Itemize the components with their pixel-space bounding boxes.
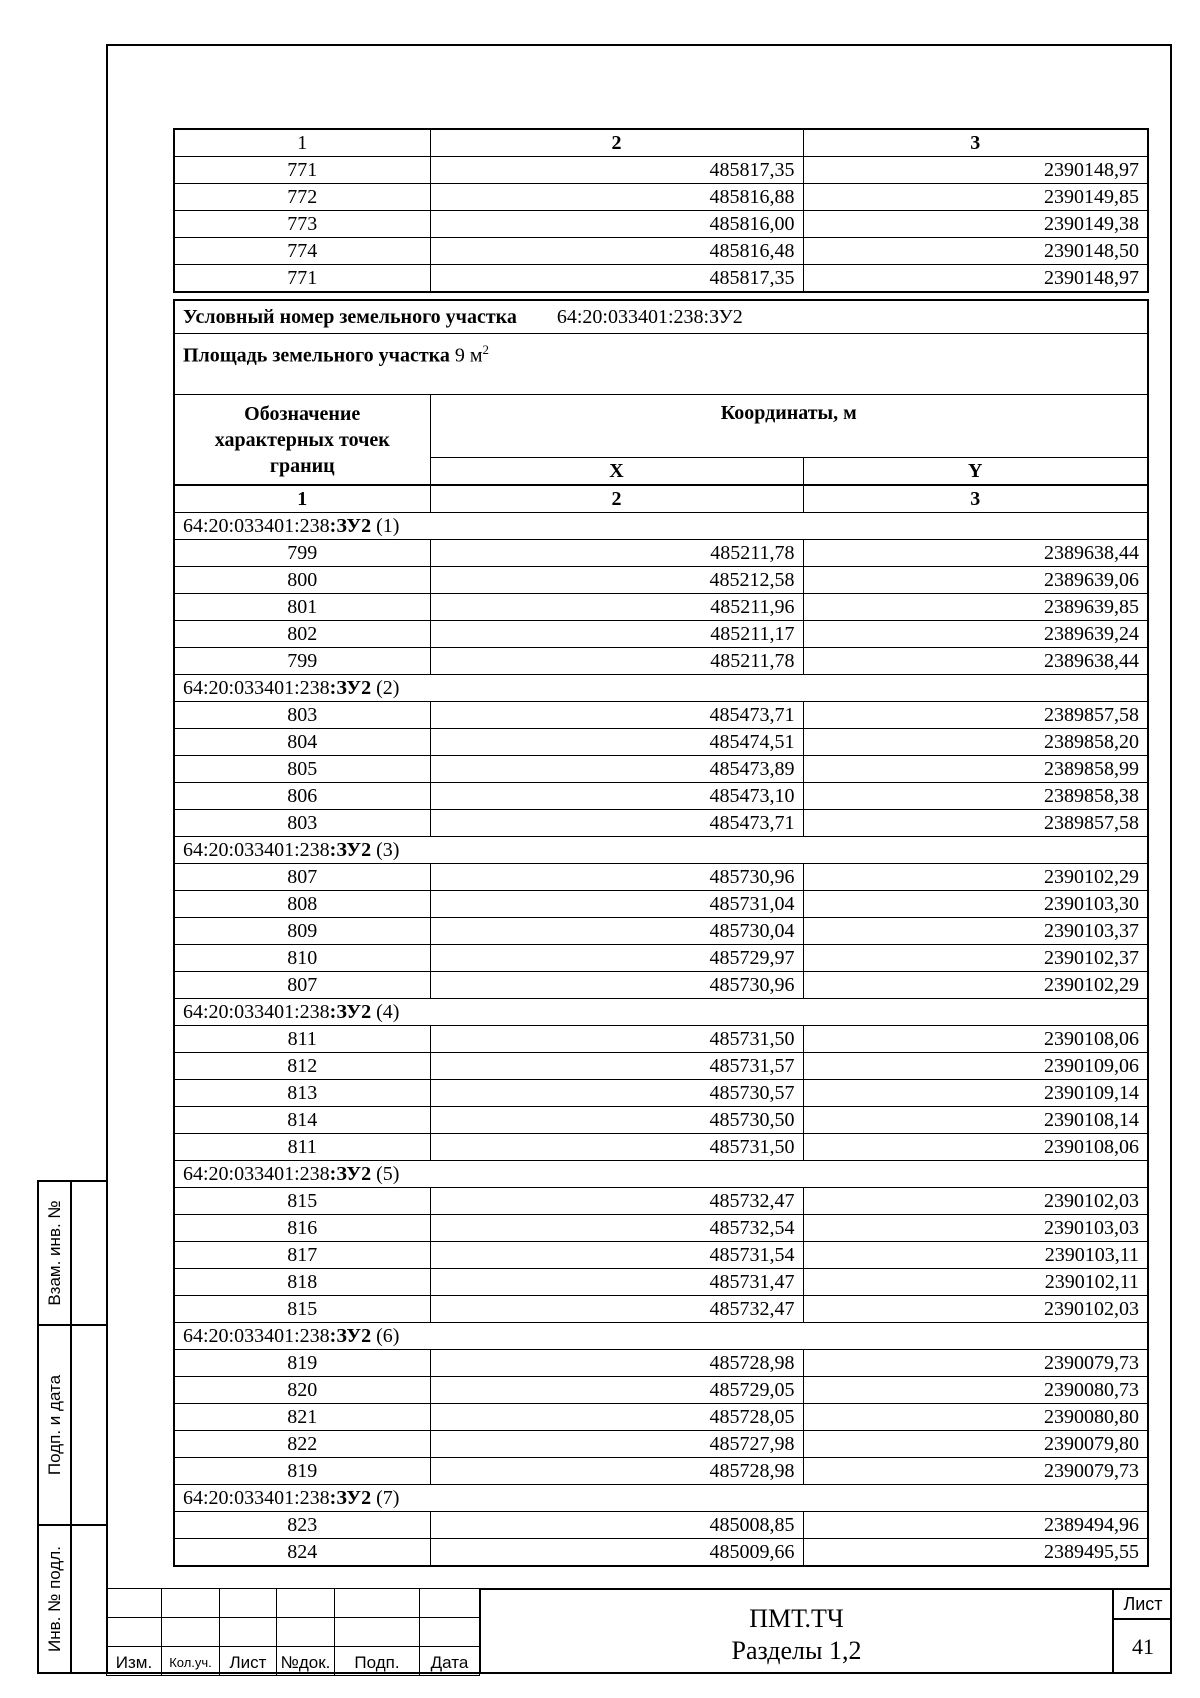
coord-x: 485729,05 (430, 1377, 803, 1404)
coord-y: 2390103,03 (803, 1215, 1148, 1242)
coord-x: 485816,48 (430, 238, 803, 265)
point-id: 800 (174, 567, 430, 594)
sheet-label: Лист (1114, 1590, 1172, 1620)
contour-code: :ЗУ2 (329, 839, 372, 861)
title-block (106, 1588, 1172, 1674)
table-row (174, 621, 1148, 648)
contour-label (174, 1161, 1148, 1188)
table-row (174, 810, 1148, 837)
point-id: 799 (174, 648, 430, 675)
contour-code: :ЗУ2 (329, 1325, 372, 1347)
col-number-3: 3 (803, 485, 1148, 513)
coord-y: 2390102,11 (803, 1269, 1148, 1296)
coord-x: 485816,88 (430, 184, 803, 211)
table-row (174, 1269, 1148, 1296)
coord-x: 485009,66 (430, 1539, 803, 1567)
coord-y: 2390108,06 (803, 1026, 1148, 1053)
col-number-1: 1 (174, 129, 430, 157)
point-id: 824 (174, 1539, 430, 1567)
coord-x: 485731,47 (430, 1269, 803, 1296)
coord-x: 485730,96 (430, 972, 803, 999)
contour-header-row (174, 1161, 1148, 1188)
coord-x: 485816,00 (430, 211, 803, 238)
coord-y: 2389858,38 (803, 783, 1148, 810)
table-row (174, 891, 1148, 918)
point-id: 806 (174, 783, 430, 810)
coord-y: 2390109,14 (803, 1080, 1148, 1107)
contour-label (174, 513, 1148, 540)
contour-index: (2) (371, 677, 400, 699)
table-row (174, 1512, 1148, 1539)
coord-y: 2390148,50 (803, 238, 1148, 265)
contour-prefix: 64:20:033401:238 (183, 839, 330, 861)
coord-x: 485008,85 (430, 1512, 803, 1539)
table-row (174, 1431, 1148, 1458)
coord-y: 2390103,11 (803, 1242, 1148, 1269)
contour-prefix: 64:20:033401:238 (183, 1163, 330, 1185)
coord-x: 485730,50 (430, 1107, 803, 1134)
contour-index: (6) (371, 1325, 400, 1347)
point-id: 771 (174, 265, 430, 293)
coord-x: 485474,51 (430, 729, 803, 756)
coord-y: 2390079,73 (803, 1458, 1148, 1485)
point-id: 805 (174, 756, 430, 783)
coord-y: 2390108,14 (803, 1107, 1148, 1134)
point-id: 815 (174, 1188, 430, 1215)
point-id: 812 (174, 1053, 430, 1080)
coord-y: 2390108,06 (803, 1134, 1148, 1161)
coord-y: 2389857,58 (803, 810, 1148, 837)
table-row (174, 702, 1148, 729)
coord-y: 2389495,55 (803, 1539, 1148, 1567)
point-id: 819 (174, 1350, 430, 1377)
point-id: 820 (174, 1377, 430, 1404)
point-id: 814 (174, 1107, 430, 1134)
point-id: 815 (174, 1296, 430, 1323)
point-id: 772 (174, 184, 430, 211)
coord-y: 2390148,97 (803, 265, 1148, 293)
table-row (174, 1377, 1148, 1404)
contour-header-row (174, 1485, 1148, 1512)
side-label-inv-sign: Инв. № подл. (44, 1546, 64, 1652)
contour-code: :ЗУ2 (329, 1163, 372, 1185)
coord-x: 485728,98 (430, 1350, 803, 1377)
coord-y: 2390109,06 (803, 1053, 1148, 1080)
coord-y: 2390079,80 (803, 1431, 1148, 1458)
document-title: Разделы 1,2 (731, 1636, 862, 1665)
point-id: 803 (174, 702, 430, 729)
point-id: 821 (174, 1404, 430, 1431)
coord-x: 485730,04 (430, 918, 803, 945)
coord-x: 485473,89 (430, 756, 803, 783)
contour-code: :ЗУ2 (329, 677, 372, 699)
title-block-col-2: Лист (220, 1647, 277, 1676)
contour-index: (5) (371, 1163, 400, 1185)
coord-x: 485727,98 (430, 1431, 803, 1458)
contour-index: (3) (371, 839, 400, 861)
coord-y: 2390079,73 (803, 1350, 1148, 1377)
table-row (174, 756, 1148, 783)
table-row (174, 265, 1148, 293)
table-row (174, 1296, 1148, 1323)
continuation-table (173, 128, 1149, 293)
contour-header-row (174, 999, 1148, 1026)
coord-y: 2390102,03 (803, 1188, 1148, 1215)
table-row (174, 1188, 1148, 1215)
contour-index: (1) (371, 515, 400, 537)
coord-x: 485211,78 (430, 648, 803, 675)
contour-prefix: 64:20:033401:238 (183, 515, 330, 537)
coord-y: 2389639,24 (803, 621, 1148, 648)
table-row (174, 1026, 1148, 1053)
coord-y: 2390102,29 (803, 972, 1148, 999)
contour-label (174, 1323, 1148, 1350)
contour-label (174, 675, 1148, 702)
document-code: ПМТ.ТЧ (749, 1604, 844, 1633)
coord-y: 2390149,85 (803, 184, 1148, 211)
coord-x: 485211,78 (430, 540, 803, 567)
column-number-row (174, 485, 1148, 513)
point-id: 818 (174, 1269, 430, 1296)
coord-y: 2389857,58 (803, 702, 1148, 729)
point-id: 811 (174, 1134, 430, 1161)
parcel-area-value: 9 м (454, 344, 483, 367)
side-label-replace-inv: Взам. инв. № (44, 1200, 64, 1306)
coord-x: 485732,54 (430, 1215, 803, 1242)
table-row (174, 1215, 1148, 1242)
title-block-col-0: Изм. (107, 1647, 162, 1676)
title-block-col-1: Кол.уч. (162, 1647, 220, 1676)
table-row (174, 1539, 1148, 1567)
sheet-cell (1112, 1588, 1172, 1674)
col-x-header: X (430, 458, 803, 486)
contour-prefix: 64:20:033401:238 (183, 1001, 330, 1023)
point-id: 809 (174, 918, 430, 945)
point-id: 774 (174, 238, 430, 265)
table-row (174, 1080, 1148, 1107)
contour-label (174, 1485, 1148, 1512)
coord-x: 485732,47 (430, 1296, 803, 1323)
coord-y: 2390102,29 (803, 864, 1148, 891)
coord-y: 2390102,37 (803, 945, 1148, 972)
side-cell-replace-inv (37, 1180, 108, 1326)
table-row (174, 864, 1148, 891)
parcel-area-row (174, 334, 1148, 395)
coord-x: 485731,50 (430, 1134, 803, 1161)
col-number-3: 3 (803, 129, 1148, 157)
title-block-col-4: Подп. (335, 1647, 420, 1676)
table-row (174, 1350, 1148, 1377)
contour-index: (4) (371, 1001, 400, 1023)
contour-code: :ЗУ2 (329, 1487, 372, 1509)
coord-x: 485473,10 (430, 783, 803, 810)
coord-y: 2390080,73 (803, 1377, 1148, 1404)
coord-x: 485473,71 (430, 702, 803, 729)
contour-prefix: 64:20:033401:238 (183, 1325, 330, 1347)
point-id: 803 (174, 810, 430, 837)
contour-header-row (174, 837, 1148, 864)
table-row (174, 729, 1148, 756)
table-row (174, 594, 1148, 621)
table-row (174, 648, 1148, 675)
point-id: 771 (174, 157, 430, 184)
point-id: 813 (174, 1080, 430, 1107)
title-block-columns (107, 1647, 480, 1676)
coord-x: 485731,04 (430, 891, 803, 918)
point-id: 802 (174, 621, 430, 648)
title-block-grid (106, 1588, 479, 1674)
point-id: 819 (174, 1458, 430, 1485)
coord-x: 485473,71 (430, 810, 803, 837)
column-number-row (174, 129, 1148, 157)
coord-y: 2390149,38 (803, 211, 1148, 238)
coord-x: 485731,57 (430, 1053, 803, 1080)
coord-y: 2390080,80 (803, 1404, 1148, 1431)
title-block-center (479, 1588, 1112, 1674)
title-block-col-3: №док. (277, 1647, 335, 1676)
coord-x: 485730,57 (430, 1080, 803, 1107)
point-id: 817 (174, 1242, 430, 1269)
col-coords-header: Координаты, м (430, 395, 1148, 458)
col-number-2: 2 (430, 129, 803, 157)
side-strip (37, 1180, 108, 1674)
coord-x: 485212,58 (430, 567, 803, 594)
contour-label (174, 999, 1148, 1026)
header-row-1 (174, 395, 1148, 458)
coord-x: 485817,35 (430, 157, 803, 184)
contour-header-row (174, 675, 1148, 702)
point-id: 773 (174, 211, 430, 238)
coord-y: 2389638,44 (803, 540, 1148, 567)
coord-y: 2390148,97 (803, 157, 1148, 184)
table-row (174, 238, 1148, 265)
coord-x: 485731,50 (430, 1026, 803, 1053)
point-id: 801 (174, 594, 430, 621)
coord-x: 485817,35 (430, 265, 803, 293)
table-row (174, 945, 1148, 972)
coord-y: 2389858,20 (803, 729, 1148, 756)
sheet-number: 41 (1132, 1634, 1154, 1659)
table-row (174, 1242, 1148, 1269)
coord-x: 485728,05 (430, 1404, 803, 1431)
parcel-area-label: Площадь земельного участка (183, 344, 450, 367)
coord-x: 485732,47 (430, 1188, 803, 1215)
coord-x: 485211,96 (430, 594, 803, 621)
coord-y: 2390103,30 (803, 891, 1148, 918)
contour-header-row (174, 1323, 1148, 1350)
point-id: 799 (174, 540, 430, 567)
table-row (174, 972, 1148, 999)
point-id: 807 (174, 972, 430, 999)
contour-prefix: 64:20:033401:238 (183, 1487, 330, 1509)
coord-x: 485729,97 (430, 945, 803, 972)
coord-x: 485731,54 (430, 1242, 803, 1269)
contour-label (174, 837, 1148, 864)
table-row (174, 184, 1148, 211)
col-number-2: 2 (430, 485, 803, 513)
table-row (174, 1404, 1148, 1431)
point-id: 804 (174, 729, 430, 756)
point-id: 808 (174, 891, 430, 918)
table-row (174, 1458, 1148, 1485)
col-y-header: Y (803, 458, 1148, 486)
point-id: 810 (174, 945, 430, 972)
table-row (174, 1107, 1148, 1134)
side-label-sign-date: Подп. и дата (44, 1374, 64, 1476)
coord-x: 485730,96 (430, 864, 803, 891)
parcel-area-sup: 2 (482, 342, 490, 357)
parcel-number-value: 64:20:033401:238:ЗУ2 (556, 306, 743, 328)
side-cell-sign-date (37, 1324, 108, 1526)
table-row (174, 1134, 1148, 1161)
side-cell-inv-sign (37, 1524, 108, 1674)
coord-y: 2389638,44 (803, 648, 1148, 675)
contour-code: :ЗУ2 (329, 515, 372, 537)
coord-y: 2390102,03 (803, 1296, 1148, 1323)
parcel-number-label: Условный номер земельного участка (183, 306, 517, 328)
col-number-1: 1 (174, 485, 430, 513)
point-id: 822 (174, 1431, 430, 1458)
coord-y: 2389639,85 (803, 594, 1148, 621)
parcel-number-row (174, 300, 1148, 334)
point-id: 823 (174, 1512, 430, 1539)
point-id: 811 (174, 1026, 430, 1053)
coord-y: 2389858,99 (803, 756, 1148, 783)
contour-code: :ЗУ2 (329, 1001, 372, 1023)
contour-index: (7) (371, 1487, 400, 1509)
contour-prefix: 64:20:033401:238 (183, 677, 330, 699)
coord-x: 485211,17 (430, 621, 803, 648)
parcel-coordinates-table (173, 299, 1149, 1567)
col-points-header: Обозначение характерных точек границ (174, 395, 430, 486)
coord-y: 2389639,06 (803, 567, 1148, 594)
coord-y: 2390103,37 (803, 918, 1148, 945)
point-id: 816 (174, 1215, 430, 1242)
table-row (174, 918, 1148, 945)
contour-header-row (174, 513, 1148, 540)
point-id: 807 (174, 864, 430, 891)
table-row (174, 567, 1148, 594)
table-row (174, 1053, 1148, 1080)
table-row (174, 157, 1148, 184)
title-block-col-5: Дата (420, 1647, 480, 1676)
table-row (174, 540, 1148, 567)
table-row (174, 783, 1148, 810)
table-row (174, 211, 1148, 238)
coord-x: 485728,98 (430, 1458, 803, 1485)
coord-y: 2389494,96 (803, 1512, 1148, 1539)
